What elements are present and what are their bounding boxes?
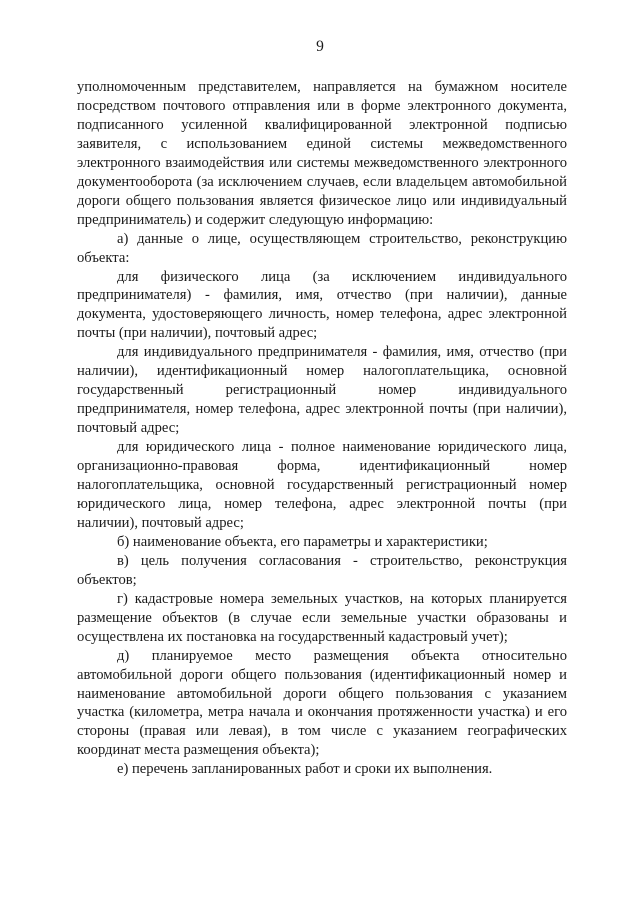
paragraph-item-b: б) наименование объекта, его параметры и характеристики; <box>117 533 488 550</box>
paragraph-item-a: а) данные о лице, осуществляющем строительство, реконструкцию объекта: <box>77 230 567 266</box>
paragraph-individual-entrepreneur: для индивидуального предпринимателя - фамилия, имя, отчество (при наличии), идентификационный номер налогоплательщика, основной государственный регистрационный номер индивидуального предпринимателя, номер телефона, адрес электронной почты (при наличии), почтовый адрес; <box>77 344 567 437</box>
paragraph-item-e: е) перечень запланированных работ и сроки их выполнения. <box>117 761 493 778</box>
page-number: 9 <box>316 38 324 55</box>
paragraph-legal-entity: для юридического лица - полное наименование юридического лица, организационно-правовая форма, идентификационный номер налогоплательщика, основной государственный регистрационный номер юридического лица, номер телефона, адрес электронной почты (при наличии), почтовый адрес; <box>77 439 567 531</box>
paragraph-physical-person: для физического лица (за исключением индивидуального предпринимателя) - фамилия, имя, отчество (при наличии), данные документа, удостоверяющего личность, номер телефона, адрес электронной почты (при наличии), почтовый адрес; <box>77 268 567 342</box>
paragraph-item-g: г) кадастровые номера земельных участков, на которых планируется размещение объектов (в случае если земельные участки образованы и осуществлена их постановка на государственный кадастровый учет); <box>77 590 567 645</box>
paragraph-item-v: в) цель получения согласования - строительство, реконструкция объектов; <box>77 552 567 588</box>
document-body <box>77 78 567 779</box>
paragraph-intro-continuation: уполномоченным представителем, направляется на бумажном носителе посредством почтового отправления или в форме электронного документа, подписанного усиленной квалифицированной электронной подписью заявителя, с использованием единой системы межведомственного электронного взаимодействия или системы межведомственного электронного документооборота (за исключением случаев, если владельцем автомобильной дороги общего пользования является физическое лицо или индивидуальный предприниматель) и содержит следующую информацию: <box>77 79 567 228</box>
paragraph-item-d: д) планируемое место размещения объекта относительно автомобильной дороги общего пользования (идентификационный номер и наименование автомобильной дороги общего пользования с указанием участка (километра, метра начала и окончания протяженности участка) и его стороны (правая или левая), в том числе с указанием географических координат места размещения объекта); <box>77 647 567 759</box>
